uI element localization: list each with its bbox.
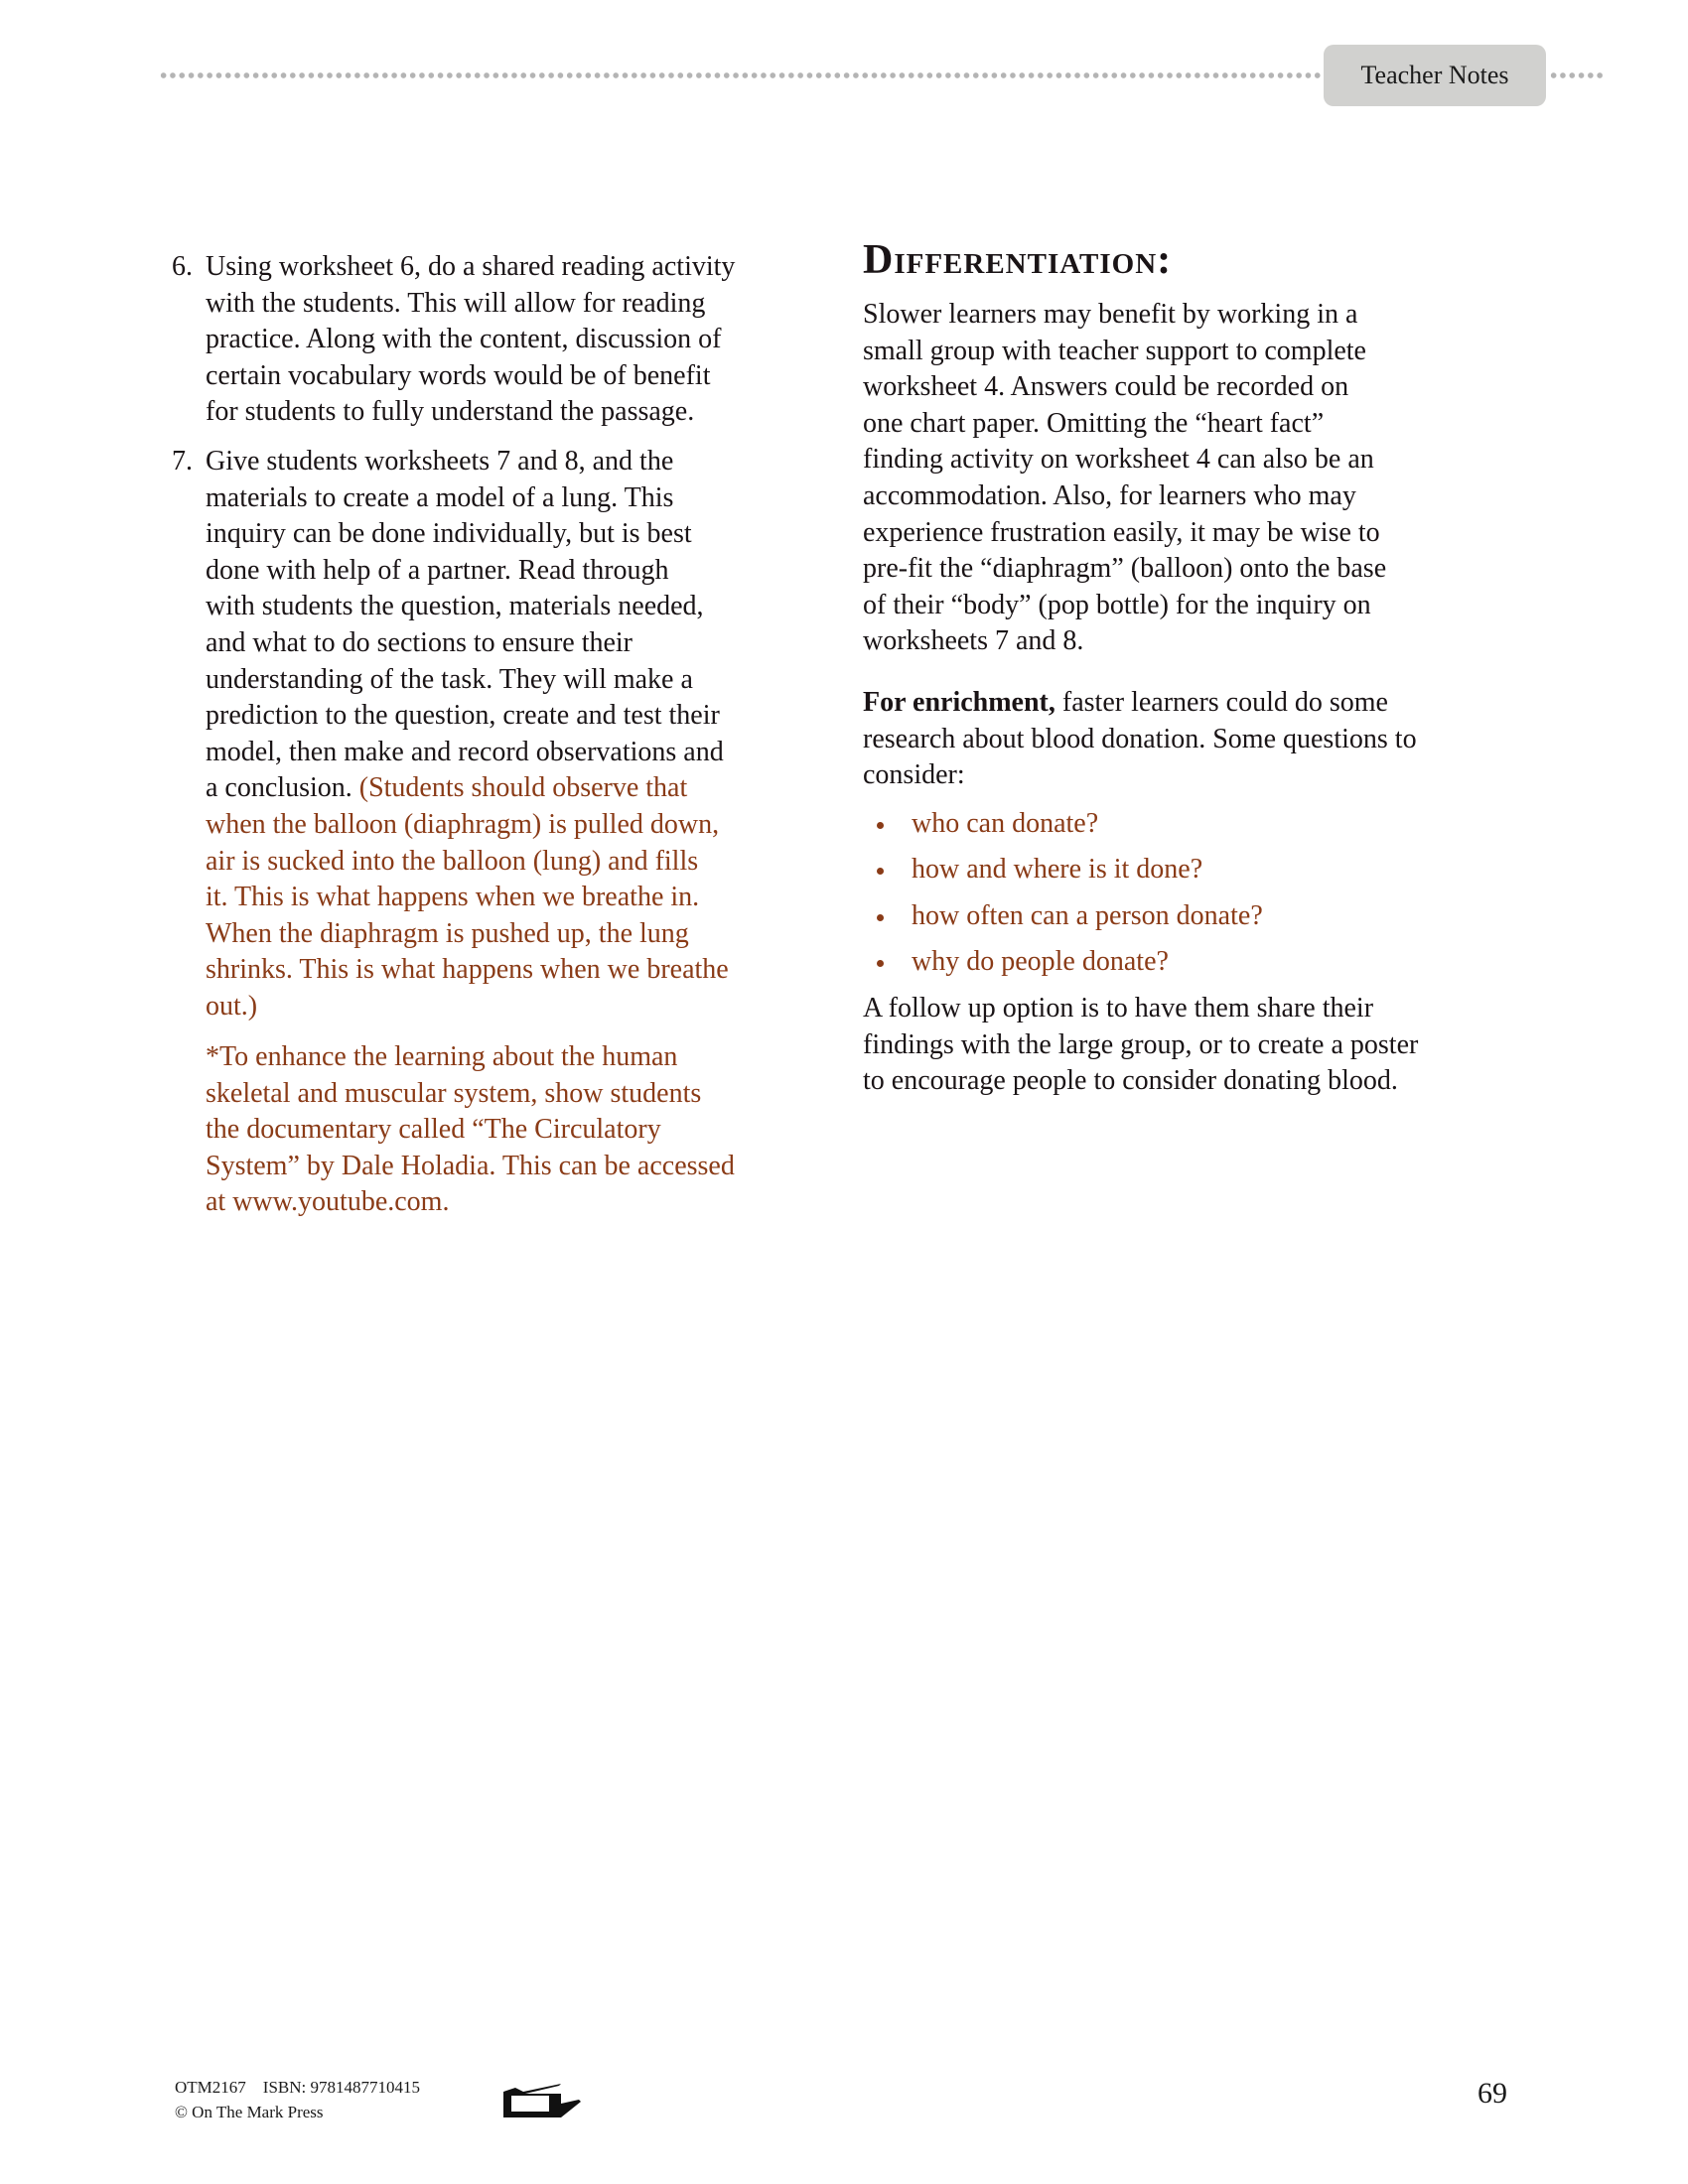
item-number: 6. bbox=[172, 251, 193, 282]
bullet-icon bbox=[877, 960, 884, 967]
bullet-text: why do people donate? bbox=[912, 946, 1169, 977]
answer-line: air is sucked into the balloon (lung) and fills bbox=[206, 845, 699, 877]
bullet-text: how often can a person donate? bbox=[912, 900, 1263, 931]
item-line: Give students worksheets 7 and 8, and the bbox=[206, 446, 674, 477]
item-line: with students the question, materials needed, bbox=[206, 591, 704, 622]
note-line: skeletal and muscular system, show students bbox=[206, 1077, 702, 1109]
footer-copyright: © On The Mark Press bbox=[175, 2103, 324, 2121]
note-line: the documentary called “The Circulatory bbox=[206, 1114, 661, 1146]
item-line: prediction to the question, create and test their bbox=[206, 700, 720, 732]
bullet-icon bbox=[877, 868, 884, 875]
answer-text: (Students should observe that bbox=[352, 772, 688, 804]
item-line: and what to do sections to ensure their bbox=[206, 626, 633, 658]
item-number: 7. bbox=[172, 446, 193, 477]
item-line: with the students. This will allow for reading bbox=[206, 287, 706, 319]
paragraph-line: consider: bbox=[863, 759, 965, 791]
list-item-7 bbox=[172, 444, 729, 1025]
enrichment-text: faster learners could do some bbox=[1055, 687, 1388, 718]
page-number: 69 bbox=[1477, 2077, 1507, 2110]
note-line: at www.youtube.com. bbox=[206, 1186, 450, 1218]
item-line: inquiry can be done individually, but is best bbox=[206, 518, 692, 550]
paragraph-line: pre-fit the “diaphragm” (balloon) onto the base bbox=[863, 553, 1387, 585]
differentiation-paragraph bbox=[863, 297, 1538, 660]
list-item-6 bbox=[172, 249, 736, 431]
bullet-icon bbox=[877, 914, 884, 921]
followup-paragraph bbox=[863, 991, 1538, 1100]
paragraph-line: finding activity on worksheet 4 can also be an bbox=[863, 444, 1374, 476]
item-line-mixed bbox=[206, 770, 729, 807]
item-line: materials to create a model of a lung. This bbox=[206, 481, 674, 513]
paragraph-line: one chart paper. Omitting the “heart fact” bbox=[863, 407, 1325, 439]
item-line: done with help of a partner. Read through bbox=[206, 554, 669, 586]
paragraph-line: to encourage people to consider donating blood. bbox=[863, 1065, 1398, 1097]
paragraph-line: findings with the large group, or to create a poster bbox=[863, 1028, 1419, 1060]
header-dotted-rule-left bbox=[159, 72, 1323, 78]
paragraph-line: small group with teacher support to complete bbox=[863, 335, 1366, 366]
bullet-icon bbox=[877, 822, 884, 829]
paragraph-line: research about blood donation. Some questions to bbox=[863, 723, 1417, 754]
answer-text-block bbox=[206, 807, 729, 1025]
section-heading: Differentiation: bbox=[863, 237, 1173, 283]
paragraph-line: experience frustration easily, it may be wise to bbox=[863, 516, 1380, 548]
item-line: certain vocabulary words would be of benefit bbox=[206, 359, 711, 391]
bullet-text: how and where is it done? bbox=[912, 854, 1203, 885]
enrichment-paragraph bbox=[863, 685, 1538, 794]
section-tab-label: Teacher Notes bbox=[1360, 61, 1509, 89]
answer-line: When the diaphragm is pushed up, the lung bbox=[206, 917, 689, 949]
section-tab bbox=[1324, 45, 1546, 106]
note-line: System” by Dale Holadia. This can be accessed bbox=[206, 1150, 735, 1181]
paragraph-line: A follow up option is to have them share their bbox=[863, 993, 1374, 1024]
item-line: practice. Along with the content, discussion of bbox=[206, 324, 722, 355]
paragraph-line: worksheet 4. Answers could be recorded on bbox=[863, 371, 1349, 403]
header-dotted-rule-right bbox=[1549, 72, 1605, 78]
answer-line: shrinks. This is what happens when we breathe bbox=[206, 954, 729, 986]
book-icon bbox=[501, 2082, 581, 2121]
answer-line: when the balloon (diaphragm) is pulled down, bbox=[206, 808, 720, 840]
item-text: a conclusion. bbox=[206, 772, 352, 804]
paragraph-line bbox=[863, 685, 1538, 722]
paragraph-line: worksheets 7 and 8. bbox=[863, 625, 1084, 657]
bullet-text: who can donate? bbox=[912, 808, 1099, 839]
enrichment-label: For enrichment, bbox=[863, 687, 1055, 718]
item-line: understanding of the task. They will make a bbox=[206, 663, 693, 695]
enhancement-note bbox=[206, 1039, 735, 1221]
answer-line: out.) bbox=[206, 990, 258, 1022]
note-line: *To enhance the learning about the human bbox=[206, 1041, 678, 1072]
footer-code-isbn: OTM2167 ISBN: 9781487710415 bbox=[175, 2078, 420, 2097]
answer-line: it. This is what happens when we breathe in. bbox=[206, 882, 700, 913]
paragraph-line: of their “body” (pop bottle) for the inquiry on bbox=[863, 589, 1371, 620]
item-line: Using worksheet 6, do a shared reading activity bbox=[206, 251, 736, 282]
paragraph-line: accommodation. Also, for learners who may bbox=[863, 479, 1356, 511]
item-line: for students to fully understand the passage. bbox=[206, 396, 695, 428]
item-line: model, then make and record observations and bbox=[206, 736, 724, 767]
paragraph-line: Slower learners may benefit by working in a bbox=[863, 299, 1358, 330]
